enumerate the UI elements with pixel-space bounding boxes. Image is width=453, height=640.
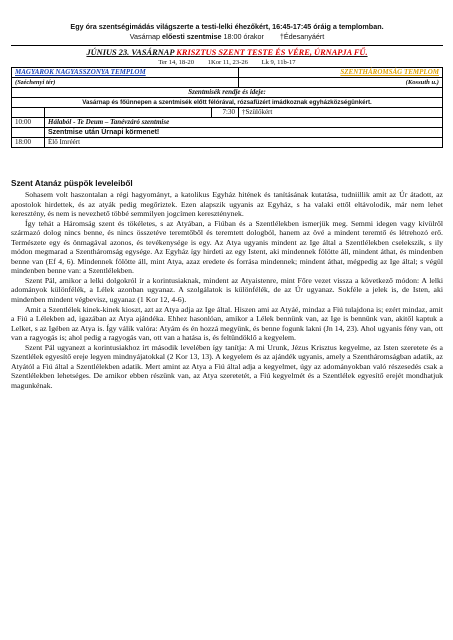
reading-gospel: Lk 9, 11b-17 (261, 59, 296, 66)
readings (11, 58, 443, 67)
row1-time: 7:30 (212, 108, 239, 118)
article (11, 178, 443, 390)
article-paragraph: Így tehát a Háromság szent és tökéletes, s az Atyában, a Fiúban és a Szentlélekben ismerjük meg. Semmi idegen vagy kívülről származó dolog nincs benne, és nincs összetéve teremtőből és teremtett dologból, hanem az övé a mindent teremtő és létrehozó erő. Természete egy és önmagával azonos, és tevékenysége is egy. Az Atya ugyanis mindent az Ige által a Szentlélekben cselekszik, s ily módon megmarad a Szentháromság egysége. Az Egyház így hirdeti az egy Istent, aki mindennek fölötte áll, mindent áthat, és mindenben benne van (Ef 4, 6). Mindennek fölötte áll, mint Atya, azaz eredete és forrása mindennek; mindent áthat, mégpedig az Ige által; s végül mindenben benne van: a Szentlélekben. (11, 218, 443, 276)
church-right-address: (Kossuth u.) (239, 78, 443, 88)
notice-day: Vasárnap (129, 32, 160, 41)
reading-first: Ter 14, 18-20 (158, 59, 195, 66)
feast-name: KRISZTUS SZENT TESTE ÉS VÉRE, ÚRNAPJA FŰ. (176, 48, 368, 57)
feast-title (11, 48, 443, 58)
rosary-note: Vasárnap és főünnepen a szentmisék előtt félórával, rózsafüzért imádkoznak egyházközségünkért. (12, 98, 443, 108)
sunday-header (11, 45, 443, 67)
left-empty-cell (12, 108, 45, 118)
notice-mass: előesti szentmise (161, 32, 222, 41)
article-paragraph: Amit a Szentlélek kinek-kinek kioszt, azt az Atya adja az Ige által. Hiszen ami az Atyáé, mindaz a Fiú tulajdona is; ezért mindaz, amit a Fiú a Lélekben ad, igazában az Atya ajándéka. Ehhez hasonlóan, amikor a Lélek bennünk van, az Ige is bennünk van, akitől kaptuk a Lelket, s az Igében az Atya is. Így válik valóra: Atyám és én hozzá megyünk, és benne fogunk lakni (Jn 14, 23). Ahol ugyanis fény van, ott van a ragyogás is; ahol pedig a ragyogás van, ott van a hatása is, és feltündöklő a kegyelem. (11, 304, 443, 343)
feast-date: JÚNIUS 23. VASÁRNAP (86, 48, 175, 57)
notice-time: 18:00 órakor (223, 32, 264, 41)
article-paragraph: Szent Pál ugyanezt a korintusiakhoz írt második levelében így tanítja: A mi Urunk, Jézus Krisztus kegyelme, az Isten szeretete és a Szentlélek egyesítő ereje legyen mindnyájatokkal (2 Kor 13, 13). A kegyelem és az ajándék ugyanis, amely a Szentháromságban adatik, az Atyától a Fiú által a Szentlélekben adatik. Mert amint az Atya a Fiú által adja a kegyelmet, úgy az adományokban való részesedés csak a Szentlélekben lehetséges. De amikor ebben részünk van, az Atya szeretetét, a Fiú kegyelmét és a Szentlélek egyesítő erejét mondhatjuk magunkénak. (11, 342, 443, 390)
notice-intention: †Édesanyáért (279, 32, 325, 41)
row2-time: 10:00 (12, 118, 45, 128)
adoration-line: Egy óra szentségimádás világszerte a testi-lelki éhezőkért, 16:45-17:45 óráig a templomban. (70, 22, 384, 31)
schedule-title: Szentmisék rendje és ideje: (12, 88, 443, 98)
reading-second: 1Kor 11, 23-26 (207, 59, 248, 66)
mass-schedule-table (11, 67, 443, 148)
row3-time-empty (12, 128, 45, 138)
article-paragraph: Sohasem volt haszontalan a régi hagyományt, a katolikus Egyház hitének és tanításának kutatása, tudniillik amit az Úr átadott, az apostolok hirdettek, és az atyák pedig megőriztek. Ezen alapszik ugyanis az Egyház, s ha valaki ettől eltávolodik, már nem lehet keresztény, és nem is nevezhető többé semmilyen jogcímen kereszténynek. (11, 190, 443, 219)
row4-intention: Élő Imréért (45, 138, 443, 148)
row1-intention: †Szülőkért (239, 108, 443, 118)
article-paragraph: Szent Pál, amikor a lelki dolgokról ír a korintusiaknak, mindent az Atyaistenre, mint Főre vezet vissza a következő módon: A lelki adományok különfélék, a Lélek azonban ugyanaz. A szolgálatok is különfélék, de az Úr ugyanaz. Sokféle a jelek is, de Isten, aki mindenben mindent végbevisz, ugyanaz (1 Kor 12, 4-6). (11, 275, 443, 305)
row2-intention: Hálaból - Te Deum – Tanévzáró szentmise (45, 118, 443, 128)
row4-time: 18:00 (12, 138, 45, 148)
church-right: SZENTHÁROMSÁG TEMPLOM (239, 68, 443, 78)
procession-note: Szentmise után Úrnapi körmenet! (45, 128, 443, 138)
left-empty-cell (45, 108, 212, 118)
adoration-notice (11, 22, 443, 42)
church-left: MAGYAROK NAGYASSZONYA TEMPLOM (12, 68, 239, 78)
article-title: Szent Atanáz püspök leveleiből (11, 179, 133, 188)
church-left-address: (Széchenyi tér) (12, 78, 239, 88)
